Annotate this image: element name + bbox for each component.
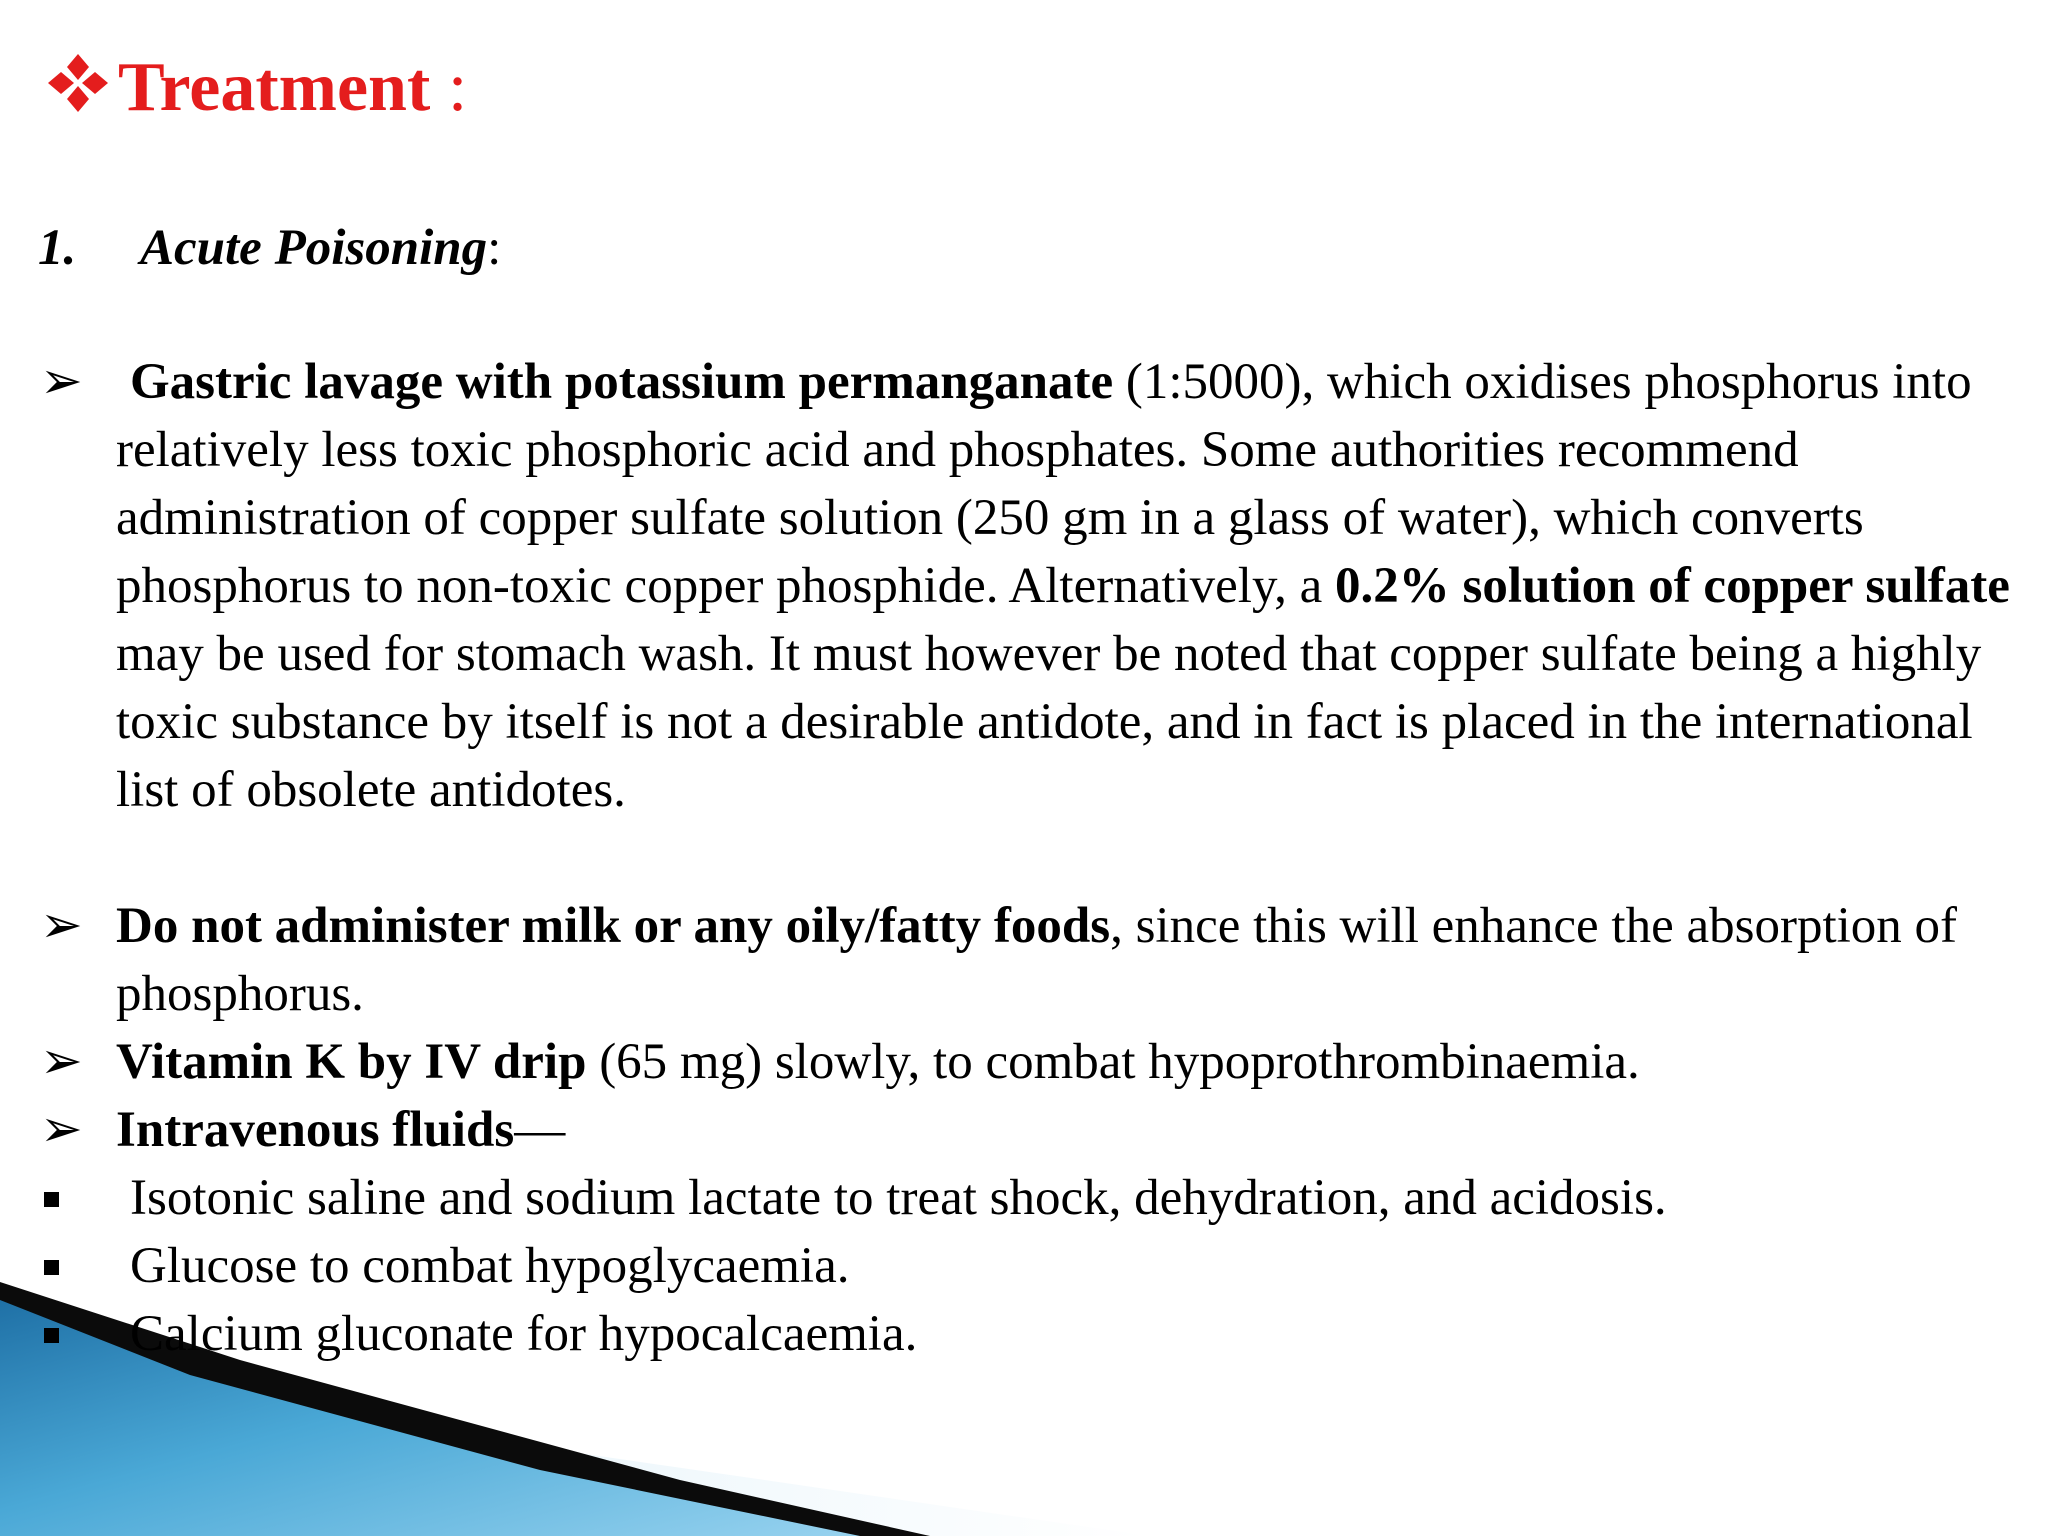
- arrow-bullet-icon: ➢: [40, 1102, 83, 1158]
- square-bullet-icon: [44, 1192, 59, 1207]
- bullet-text: Intravenous fluids—: [116, 1102, 566, 1158]
- title-text: Treatment: [118, 49, 431, 126]
- sub-bullet-text: Isotonic saline and sodium lactate to treat shock, dehydration, and acidosis.: [130, 1170, 1667, 1226]
- section-label: Acute Poisoning: [140, 220, 488, 276]
- section-colon: :: [487, 220, 502, 276]
- sub-bullet-text: Glucose to combat hypoglycaemia.: [130, 1238, 850, 1294]
- arrow-bullet-icon: ➢: [40, 354, 83, 410]
- section-number: 1.: [38, 220, 77, 276]
- title-colon: :: [447, 49, 468, 126]
- arrow-bullet-icon: ➢: [40, 1034, 83, 1090]
- bullet-text: Vitamin K by IV drip (65 mg) slowly, to combat hypoprothrombinaemia.: [116, 1034, 1640, 1090]
- bullet-text: Gastric lavage with potassium permanganate (1:5000), which oxidises phosphorus into relatively less toxic phosphoric acid and phosphates. Some authorities recommend administration of copper sulfate solution (250 gm in a glass of water), which converts phosphorus to non-toxic copper phosphide. Alternatively, a 0.2% solution of copper sulfate may be used for stomach wash. It must however be noted that copper sulfate being a highly toxic substance by itself is not a desirable antidote, and in fact is placed in the international list of obsolete antidotes.: [116, 354, 2010, 818]
- square-bullet-icon: [44, 1328, 59, 1343]
- bullet-text: Do not administer milk or any oily/fatty foods, since this will enhance the absorption of phosphorus.: [116, 898, 1958, 1022]
- sub-bullet-text: Calcium gluconate for hypocalcaemia.: [130, 1306, 918, 1362]
- bullet-bold-text: Vitamin K by IV drip: [116, 1034, 587, 1090]
- bullet-bold-text: Intravenous fluids: [116, 1102, 515, 1158]
- arrow-bullet-icon: ➢: [40, 898, 83, 954]
- bullet-bold-text: 0.2% solution of copper sulfate: [1335, 558, 2010, 614]
- diamond-bullet-icon: [44, 52, 112, 114]
- bullet-bold-text: Do not administer milk or any oily/fatty foods: [116, 898, 1111, 954]
- slide-title: [44, 49, 468, 126]
- section-heading: [38, 218, 501, 279]
- bullet-bold-text: Gastric lavage with potassium permanganate: [130, 354, 1114, 410]
- square-bullet-icon: [44, 1260, 59, 1275]
